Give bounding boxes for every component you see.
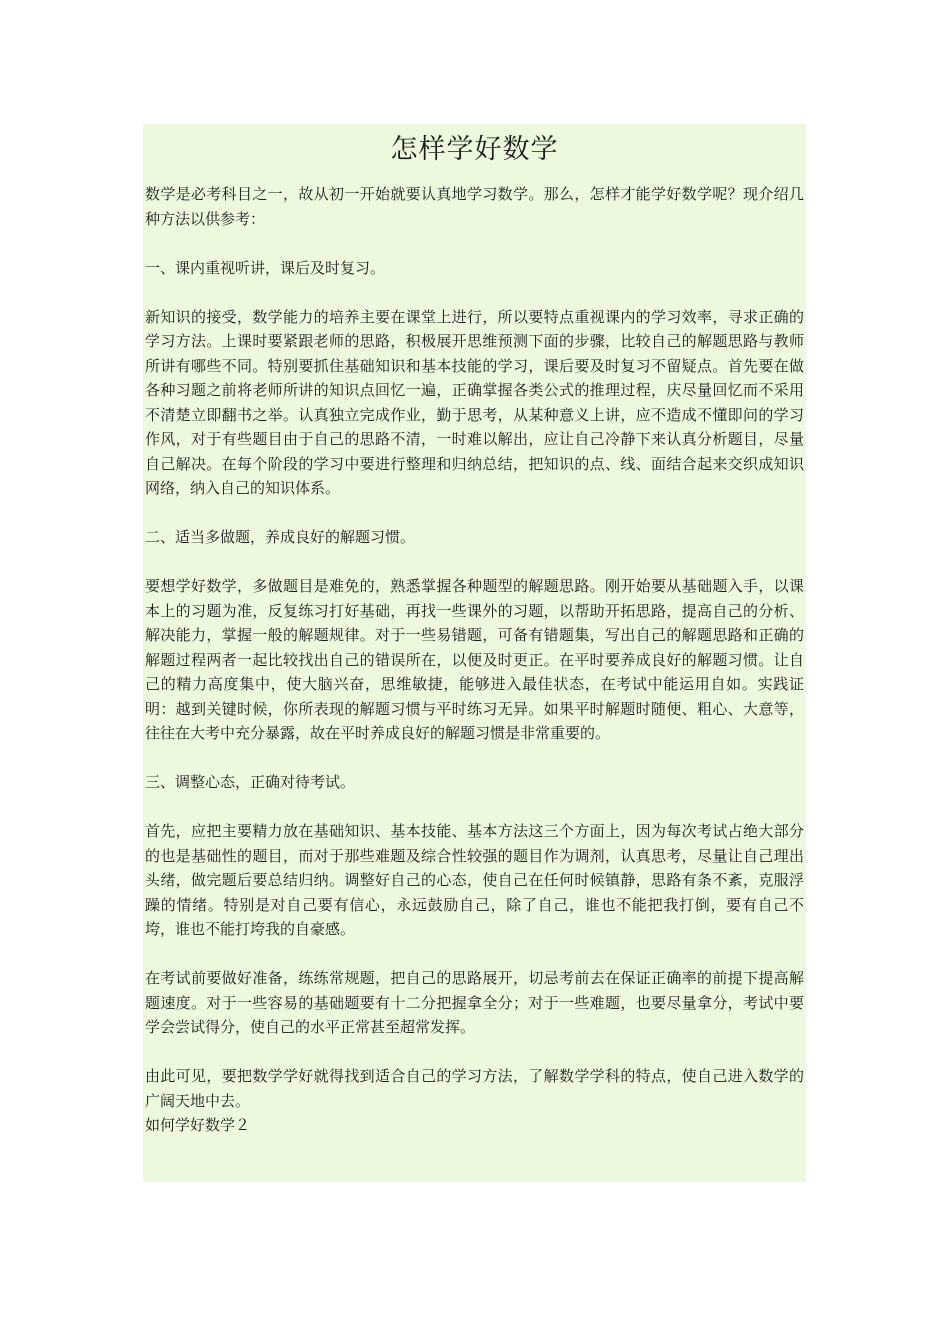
intro-paragraph: 数学是必考科目之一，故从初一开始就要认真地学习数学。那么，怎样才能学好数学呢？现介绍几种方法以供参考： — [145, 185, 804, 228]
document-page — [143, 124, 806, 1182]
next-document-title: 如何学好数学２ — [145, 1116, 251, 1134]
section3-body-2: 在考试前要做好准备，练练常规题，把自己的思路展开，切忌考前去在保证正确率的前提下提高解题速度。对于一些容易的基础题要有十二分把握拿全分；对于一些难题，也要尽量拿分，考试中要学会尝试得分，使自己的水平正常甚至超常发挥。 — [145, 969, 804, 1036]
section2-body: 要想学好数学，多做题目是难免的，熟悉掌握各种题型的解题思路。刚开始要从基础题入手，以课本上的习题为准，反复练习打好基础，再找一些课外的习题，以帮助开拓思路，提高自己的分析、解决能力，掌握一般的解题规律。对于一些易错题，可备有错题集，写出自己的解题思路和正确的解题过程两者一起比较找出自己的错误所在，以便及时更正。在平时要养成良好的解题习惯。让自己的精力高度集中，使大脑兴奋，思维敏捷，能够进入最佳状态，在考试中能运用自如。实践证明：越到关键时候，你所表现的解题习惯与平时练习无异。如果平时解题时随便、粗心、大意等，往往在大考中充分暴露，故在平时养成良好的解题习惯是非常重要的。 — [145, 577, 804, 742]
document-title: 怎样学好数学 — [390, 134, 559, 165]
conclusion-paragraph: 由此可见，要把数学学好就得找到适合自己的学习方法，了解数学学科的特点，使自己进入数学的广阔天地中去。 — [145, 1067, 804, 1110]
section1-body: 新知识的接受，数学能力的培养主要在课堂上进行，所以要特点重视课内的学习效率，寻求正确的学习方法。上课时要紧跟老师的思路，积极展开思维预测下面的步骤，比较自己的解题思路与教师所讲有哪些不同。特别要抓住基础知识和基本技能的学习，课后要及时复习不留疑点。首先要在做各种习题之前将老师所讲的知识点回忆一遍，正确掌握各类公式的推理过程，庆尽量回忆而不采用不清楚立即翻书之举。认真独立完成作业，勤于思考，从某种意义上讲，应不造成不懂即问的学习作风，对于有些题目由于自己的思路不清，一时难以解出，应让自己冷静下来认真分析题目，尽量自己解决。在每个阶段的学习中要进行整理和归纳总结，把知识的点、线、面结合起来交织成知识网络，纳入自己的知识体系。 — [145, 307, 804, 497]
section2-heading: 二、适当多做题，养成良好的解题习惯。 — [145, 528, 416, 546]
section3-body-1: 首先，应把主要精力放在基础知识、基本技能、基本方法这三个方面上，因为每次考试占绝大部分的也是基础性的题目，而对于那些难题及综合性较强的题目作为调剂，认真思考，尽量让自己理出头绪，做完题后要总结归纳。调整好自己的心态，使自己在任何时候镇静，思路有条不紊，克服浮躁的情绪。特别是对自己要有信心，永远鼓励自己，除了自己，谁也不能把我打倒，要有自己不垮，谁也不能打垮我的自豪感。 — [145, 822, 804, 938]
section3-heading: 三、调整心态，正确对待考试。 — [145, 773, 356, 791]
section1-heading: 一、课内重视听讲，课后及时复习。 — [145, 258, 386, 277]
